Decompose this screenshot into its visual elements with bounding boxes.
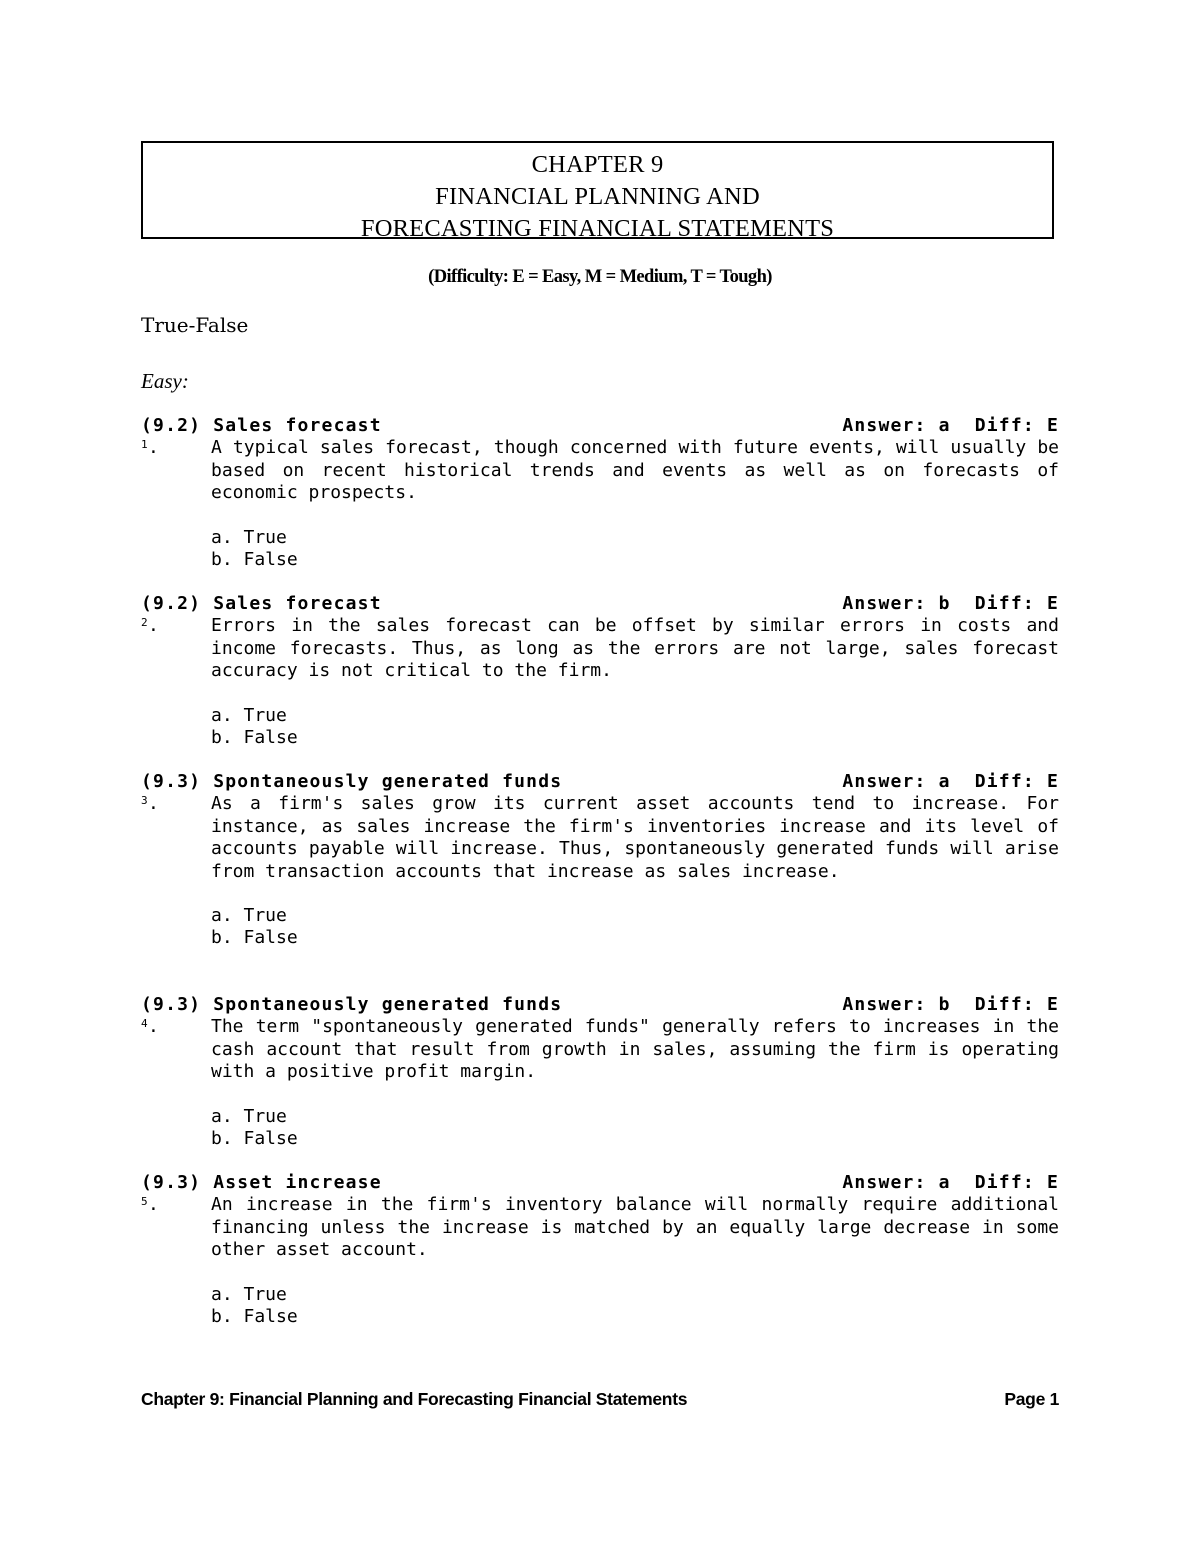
option-true: a. True: [211, 1105, 287, 1127]
footer-title: Chapter 9: Financial Planning and Forecasting Financial Statements: [141, 1389, 688, 1409]
question-body: [141, 437, 1059, 504]
question-text: Errors in the sales forecast can be offset by similar errors in costs and income forecasts. Thus, as long as the errors are not large, sales forecast accuracy is not critical to the firm.: [211, 615, 1059, 682]
answer-options: [211, 1284, 1059, 1329]
option-false: b. False: [211, 1128, 298, 1149]
question-header: [141, 1172, 1059, 1194]
option-false: b. False: [211, 927, 298, 949]
answer-options: [211, 905, 1059, 950]
question-item: [141, 415, 1059, 571]
question-header: [141, 771, 1059, 793]
question-number: 3 .: [141, 793, 159, 815]
difficulty-legend: (Difficulty: E = Easy, M = Medium, T = Tough): [428, 267, 772, 287]
option-true: a. True: [211, 1283, 287, 1305]
question-answer-key: Answer: b Diff: E: [842, 593, 1059, 614]
question-number: 1 .: [141, 437, 159, 459]
chapter-title-line2: FORECASTING FINANCIAL STATEMENTS: [360, 215, 835, 242]
answer-options: [211, 705, 1059, 750]
question-header: [141, 593, 1059, 615]
question-answer-key: Answer: b Diff: E: [842, 994, 1059, 1015]
chapter-number: CHAPTER 9: [531, 151, 664, 178]
section-heading: True-False: [141, 313, 249, 337]
question-number: 4 .: [141, 1016, 159, 1038]
question-number: 5 .: [141, 1194, 159, 1216]
question-body: [141, 1016, 1059, 1083]
question-body: [141, 793, 1059, 883]
question-answer-key: Answer: a Diff: E: [842, 1172, 1059, 1193]
question-topic: (9.2) Sales forecast: [141, 593, 382, 614]
page-footer: [141, 1389, 1059, 1410]
question-body: [141, 1194, 1059, 1261]
question-header: [141, 994, 1059, 1016]
subsection-heading: Easy:: [141, 369, 189, 393]
question-topic: (9.3) Spontaneously generated funds: [141, 771, 563, 792]
chapter-title-line1: FINANCIAL PLANNING AND: [435, 183, 760, 210]
question-text: The term "spontaneously generated funds" generally refers to increases in the cash account that result from growth in sales, assuming the firm is operating with a positive profit margin.: [211, 1016, 1059, 1083]
answer-options: [211, 1106, 1059, 1151]
question-item: [141, 994, 1059, 1150]
question-answer-key: Answer: a Diff: E: [842, 415, 1059, 436]
option-true: a. True: [211, 905, 287, 927]
option-true: a. True: [211, 526, 287, 548]
question-text: An increase in the firm's inventory balance will normally require additional financing unless the increase is matched by an equally large decrease in some other asset account.: [211, 1194, 1059, 1261]
question-header: [141, 415, 1059, 437]
option-false: b. False: [211, 549, 298, 570]
question-item: [141, 593, 1059, 749]
question-topic: (9.2) Sales forecast: [141, 415, 382, 436]
chapter-title-box: [141, 141, 1054, 242]
option-false: b. False: [211, 1306, 298, 1327]
question-answer-key: Answer: a Diff: E: [842, 771, 1059, 792]
option-false: b. False: [211, 727, 298, 748]
question-text: A typical sales forecast, though concerned with future events, will usually be based on recent historical trends and events as well as on forecasts of economic prospects.: [211, 437, 1059, 504]
question-topic: (9.3) Asset increase: [141, 1172, 382, 1193]
question-topic: (9.3) Spontaneously generated funds: [141, 994, 563, 1015]
question-number: 2 .: [141, 615, 159, 637]
page-number: Page 1: [1004, 1389, 1059, 1409]
question-text: As a firm's sales grow its current asset accounts tend to increase. For instance, as sales increase the firm's inventories increase and its level of accounts payable will increase. Thus, spontaneously generated funds will arise from transaction accounts that increase as sales increase.: [211, 793, 1059, 882]
question-body: [141, 615, 1059, 682]
question-item: [141, 1172, 1059, 1328]
question-item: [141, 771, 1059, 950]
answer-options: [211, 527, 1059, 572]
option-true: a. True: [211, 704, 287, 726]
